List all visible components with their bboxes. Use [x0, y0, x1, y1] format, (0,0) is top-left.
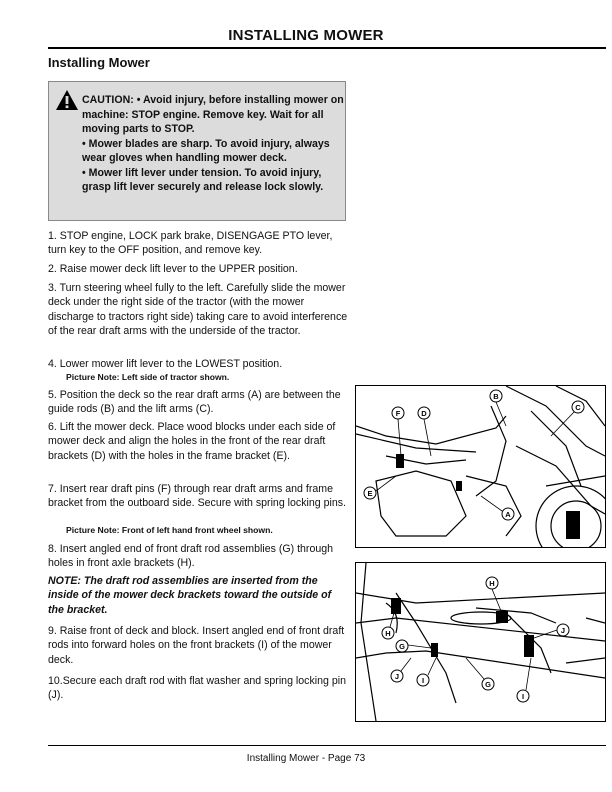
step-5: 5. Position the deck so the rear draft arms (A) are between the guide rods (B) and the lift arms (C).: [48, 389, 341, 416]
callout-b: B: [493, 392, 499, 401]
footer-divider: [48, 745, 606, 746]
step-9: 9. Raise front of deck and block. Insert angled end of front draft rods into forward holes on the front brackets (I) of the mower deck.: [48, 625, 345, 666]
picture-note-1: Picture Note: Left side of tractor shown.: [66, 372, 230, 382]
caution-box: [48, 81, 346, 221]
callout-j2: J: [394, 672, 400, 681]
callout-h2: H: [385, 629, 391, 638]
caution-text-1: CAUTION: • Avoid injury, before installing mower on machine: STOP engine. Remove key. Wait for all moving parts to STOP.: [82, 94, 344, 135]
step-2: 2. Raise mower deck lift lever to the UPPER position.: [48, 263, 298, 275]
callout-i2: I: [521, 692, 525, 701]
callout-e: E: [367, 489, 373, 498]
page-header-title: INSTALLING MOWER: [228, 27, 384, 44]
page-footer: Installing Mower - Page 73: [246, 753, 366, 764]
picture-note-2: Picture Note: Front of left hand front wheel shown.: [66, 525, 273, 535]
caution-text-3: • Mower lift lever under tension. To avoid injury, grasp lift lever securely and release lock slowly.: [82, 166, 324, 193]
section-title: Installing Mower: [48, 55, 150, 70]
figure-rear-draft-arms: [355, 385, 606, 548]
callout-g2: G: [485, 680, 491, 689]
callout-a: A: [505, 510, 511, 519]
callout-c: C: [575, 403, 581, 412]
step-6: 6. Lift the mower deck. Place wood blocks under each side of mower deck and align the holes in the front of the rear draft brackets (D) with the holes in the frame bracket (E).: [48, 421, 336, 462]
figure-front-draft-rods: [355, 562, 606, 722]
callout-f: F: [395, 409, 401, 418]
note-text: NOTE: The draft rod assemblies are inserted from the inside of the mower deck brackets toward the outside of the bracket.: [48, 575, 332, 616]
step-3: 3. Turn steering wheel fully to the left. Carefully slide the mower deck under the right side of the tractor (with the mower discharge to tractors right side) taking care to avoid interference of the rear draft arms with the underside of the tractor.: [48, 282, 348, 337]
callout-i1: I: [421, 676, 425, 685]
warning-icon: [55, 89, 79, 111]
callout-j1: J: [560, 626, 566, 635]
step-7: 7. Insert rear draft pins (F) through rear draft arms and frame bracket from the outboard side. Secure with spring locking pins.: [48, 483, 346, 510]
header-divider: [48, 47, 606, 49]
figure-2-drawing: [356, 563, 605, 721]
callout-h1: H: [489, 579, 495, 588]
step-10: 10.Secure each draft rod with flat washer and spring locking pin (J).: [48, 675, 346, 702]
step-4: 4. Lower mower lift lever to the LOWEST position.: [48, 358, 283, 370]
callout-d: D: [421, 409, 427, 418]
callout-g1: G: [399, 642, 405, 651]
step-8: 8. Insert angled end of front draft rod assemblies (G) through holes in front axle brackets (H).: [48, 543, 334, 570]
caution-text-2: • Mower blades are sharp. To avoid injury, always wear gloves when handling mower deck.: [82, 137, 330, 164]
figure-1-drawing: [356, 386, 605, 547]
step-1: 1. STOP engine, LOCK park brake, DISENGAGE PTO lever, turn key to the OFF position, and remove key.: [48, 230, 333, 257]
